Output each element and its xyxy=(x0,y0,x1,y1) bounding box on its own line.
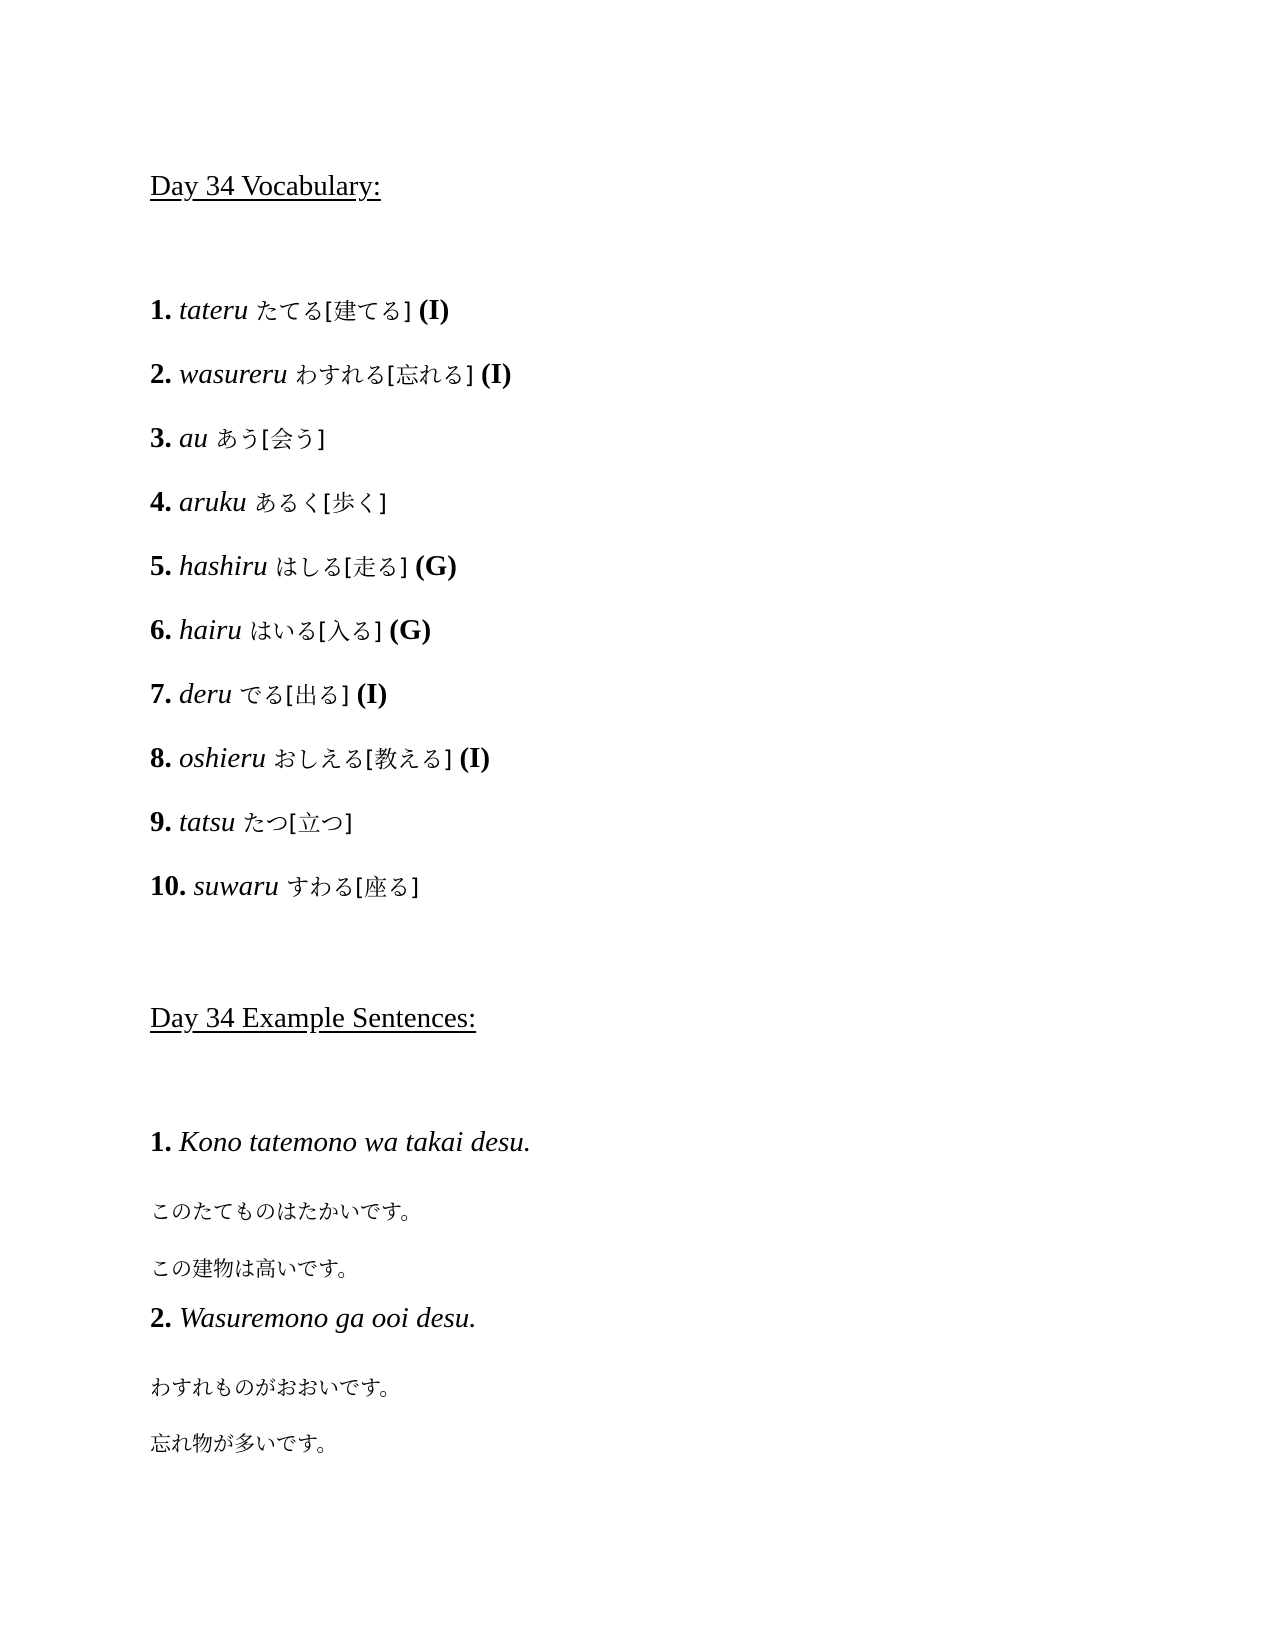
vocab-romaji: hashiru xyxy=(179,550,268,582)
vocab-romaji: au xyxy=(179,422,208,454)
vocab-item xyxy=(150,744,490,773)
vocab-romaji: hairu xyxy=(179,614,242,646)
vocab-number: 3. xyxy=(150,422,172,454)
vocab-number: 7. xyxy=(150,678,172,710)
vocab-romaji: tateru xyxy=(179,294,249,326)
vocab-number: 5. xyxy=(150,550,172,582)
vocab-kana: すわる[座る] xyxy=(286,875,420,901)
sentence-number: 2. xyxy=(150,1302,172,1334)
vocab-romaji: deru xyxy=(179,678,233,710)
vocab-kana: たてる[建てる] xyxy=(255,299,412,325)
vocab-item xyxy=(150,296,449,325)
vocab-item xyxy=(150,360,512,389)
vocab-romaji: aruku xyxy=(179,486,247,518)
vocabulary-heading: Day 34 Vocabulary: xyxy=(150,170,381,202)
vocab-kana: でる[出る] xyxy=(239,683,350,709)
sentence-romaji: Wasuremono ga ooi desu. xyxy=(179,1302,477,1334)
vocab-number: 6. xyxy=(150,614,172,646)
vocab-verb-type: (I) xyxy=(459,742,491,774)
vocab-item xyxy=(150,424,325,453)
vocab-number: 8. xyxy=(150,742,172,774)
sentence-number: 1. xyxy=(150,1126,172,1158)
vocab-item xyxy=(150,680,387,709)
vocab-verb-type: (I) xyxy=(356,678,388,710)
vocab-romaji: wasureru xyxy=(179,358,288,390)
sentence-kanji: 忘れ物が多いです。 xyxy=(150,1432,338,1456)
vocab-item xyxy=(150,552,457,581)
vocab-verb-type: (G) xyxy=(389,614,432,646)
vocab-kana: わすれる[忘れる] xyxy=(294,363,474,389)
vocab-verb-type: (I) xyxy=(480,358,512,390)
example-sentence xyxy=(150,1304,477,1333)
sentence-kana: わすれものがおおいです。 xyxy=(150,1376,401,1400)
vocab-number: 9. xyxy=(150,806,172,838)
vocab-kana: あう[会う] xyxy=(215,427,326,453)
example-sentences-heading: Day 34 Example Sentences: xyxy=(150,1002,477,1034)
sentence-kana: このたてものはたかいです。 xyxy=(150,1200,422,1224)
sentence-kanji: この建物は高いです。 xyxy=(150,1257,359,1281)
vocab-romaji: suwaru xyxy=(193,870,279,902)
vocab-kana: はしる[走る] xyxy=(274,555,408,581)
vocab-item xyxy=(150,488,387,517)
vocab-number: 2. xyxy=(150,358,172,390)
vocab-kana: あるく[歩く] xyxy=(253,491,387,517)
vocab-kana: はいる[入る] xyxy=(249,619,383,645)
vocab-romaji: oshieru xyxy=(179,742,266,774)
vocab-kana: たつ[立つ] xyxy=(242,811,353,837)
sentence-romaji: Kono tatemono wa takai desu. xyxy=(179,1126,532,1158)
example-sentence xyxy=(150,1128,531,1157)
vocab-item xyxy=(150,616,431,645)
vocab-kana: おしえる[教える] xyxy=(273,747,453,773)
vocab-verb-type: (G) xyxy=(415,550,457,582)
vocab-item xyxy=(150,872,419,901)
vocab-number: 4. xyxy=(150,486,172,518)
vocab-item xyxy=(150,808,353,837)
vocab-number: 1. xyxy=(150,294,172,326)
vocab-verb-type: (I) xyxy=(418,294,450,326)
vocab-romaji: tatsu xyxy=(179,806,236,838)
vocab-number: 10. xyxy=(150,870,187,902)
